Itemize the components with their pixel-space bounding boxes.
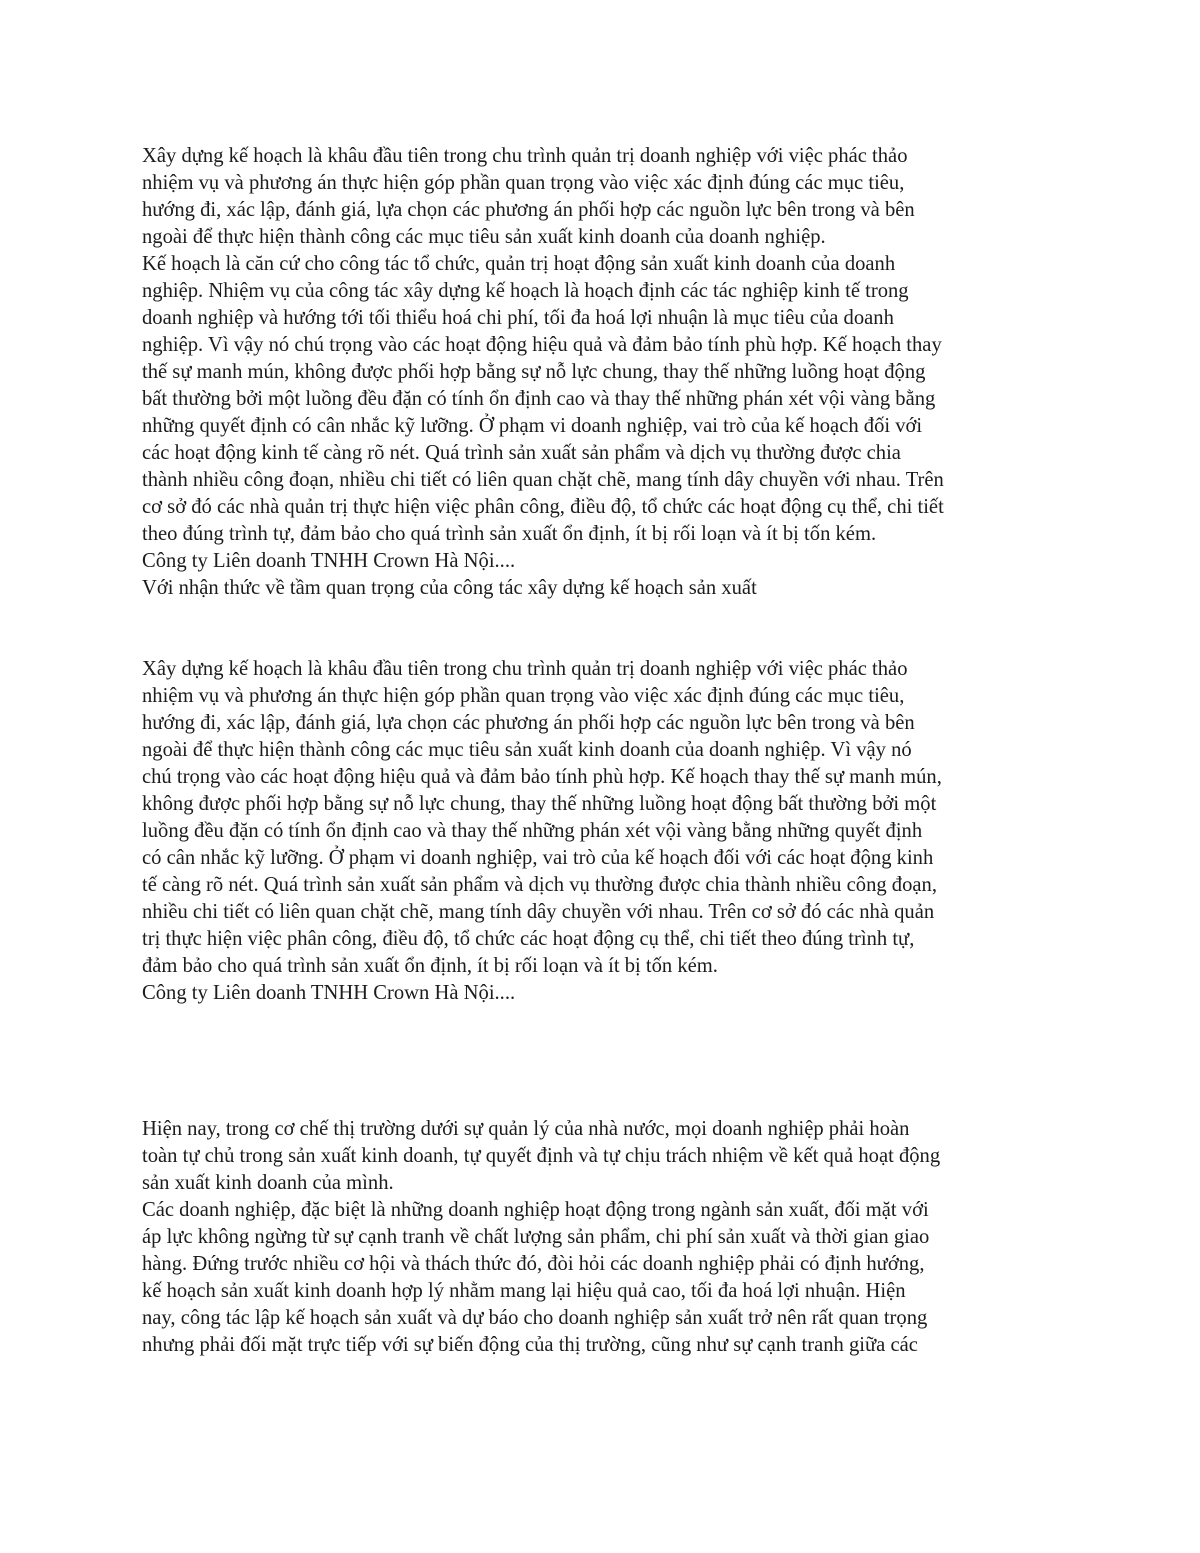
text-line: thế sự manh mún, không được phối hợp bằng sự nỗ lực chung, thay thế những luồng hoạt động bbox=[142, 361, 926, 383]
text-line: bất thường bởi một luồng đều đặn có tính ổn định cao và thay thế những phán xét vội vàng bằng bbox=[142, 388, 936, 410]
text-line: sản xuất kinh doanh của mình. bbox=[142, 1172, 394, 1194]
text-line: nghiệp. Nhiệm vụ của công tác xây dựng kế hoạch là hoạch định các tác nghiệp kinh tế trong bbox=[142, 280, 909, 302]
text-line: thành nhiều công đoạn, nhiều chi tiết có liên quan chặt chẽ, mang tính dây chuyền với nhau. Trên bbox=[142, 469, 944, 491]
text-line: ngoài để thực hiện thành công các mục tiêu sản xuất kinh doanh của doanh nghiệp. Vì vậy nó bbox=[142, 739, 912, 761]
text-line: Xây dựng kế hoạch là khâu đầu tiên trong chu trình quản trị doanh nghiệp với việc phác thảo bbox=[142, 145, 908, 167]
text-line: nhưng phải đối mặt trực tiếp với sự biến động của thị trường, cũng như sự cạnh tranh giữa các bbox=[142, 1334, 918, 1356]
text-line: luồng đều đặn có tính ổn định cao và thay thế những phán xét vội vàng bằng những quyết định bbox=[142, 820, 923, 842]
text-line: Công ty Liên doanh TNHH Crown Hà Nội.... bbox=[142, 550, 516, 572]
text-line: ngoài để thực hiện thành công các mục tiêu sản xuất kinh doanh của doanh nghiệp. bbox=[142, 226, 826, 248]
text-line: nay, công tác lập kế hoạch sản xuất và dự báo cho doanh nghiệp sản xuất trở nên rất quan trọng bbox=[142, 1307, 928, 1329]
text-line: Xây dựng kế hoạch là khâu đầu tiên trong chu trình quản trị doanh nghiệp với việc phác thảo bbox=[142, 658, 908, 680]
text-line: áp lực không ngừng từ sự cạnh tranh về chất lượng sản phẩm, chi phí sản xuất và thời gian giao bbox=[142, 1226, 930, 1248]
text-line: hướng đi, xác lập, đánh giá, lựa chọn các phương án phối hợp các nguồn lực bên trong và bên bbox=[142, 712, 915, 734]
text-line: toàn tự chủ trong sản xuất kinh doanh, tự quyết định và tự chịu trách nhiệm về kết quả hoạt động bbox=[142, 1145, 941, 1167]
text-line: theo đúng trình tự, đảm bảo cho quá trình sản xuất ổn định, ít bị rối loạn và ít bị tốn kém. bbox=[142, 523, 877, 545]
text-line: đảm bảo cho quá trình sản xuất ổn định, ít bị rối loạn và ít bị tốn kém. bbox=[142, 955, 718, 977]
text-line: cơ sở đó các nhà quản trị thực hiện việc phân công, điều độ, tổ chức các hoạt động cụ thể, chi tiết bbox=[142, 496, 944, 518]
text-section-2 bbox=[142, 656, 1067, 1007]
text-line: các hoạt động kinh tế càng rõ nét. Quá trình sản xuất sản phẩm và dịch vụ thường được chia bbox=[142, 442, 901, 464]
text-line: hàng. Đứng trước nhiều cơ hội và thách thức đó, đòi hỏi các doanh nghiệp phải có định hướng, bbox=[142, 1253, 925, 1275]
text-line: có cân nhắc kỹ lưỡng. Ở phạm vi doanh nghiệp, vai trò của kế hoạch đối với các hoạt động kinh bbox=[142, 847, 934, 869]
text-line: trị thực hiện việc phân công, điều độ, tổ chức các hoạt động cụ thể, chi tiết theo đúng trình tự, bbox=[142, 928, 915, 950]
text-line: không được phối hợp bằng sự nỗ lực chung, thay thế những luồng hoạt động bất thường bởi một bbox=[142, 793, 937, 815]
text-line: tế càng rõ nét. Quá trình sản xuất sản phẩm và dịch vụ thường được chia thành nhiều công đoạn, bbox=[142, 874, 937, 896]
text-line: nhiều chi tiết có liên quan chặt chẽ, mang tính dây chuyền với nhau. Trên cơ sở đó các nhà quản bbox=[142, 901, 935, 923]
text-line: chú trọng vào các hoạt động hiệu quả và đảm bảo tính phù hợp. Kế hoạch thay thế sự manh mún, bbox=[142, 766, 942, 788]
text-line: doanh nghiệp và hướng tới tối thiểu hoá chi phí, tối đa hoá lợi nhuận là mục tiêu của doanh bbox=[142, 307, 894, 329]
text-line: nghiệp. Vì vậy nó chú trọng vào các hoạt động hiệu quả và đảm bảo tính phù hợp. Kế hoạch thay bbox=[142, 334, 942, 356]
text-line: Các doanh nghiệp, đặc biệt là những doanh nghiệp hoạt động trong ngành sản xuất, đối mặt với bbox=[142, 1199, 929, 1221]
text-line: Công ty Liên doanh TNHH Crown Hà Nội.... bbox=[142, 982, 516, 1004]
text-line: hướng đi, xác lập, đánh giá, lựa chọn các phương án phối hợp các nguồn lực bên trong và bên bbox=[142, 199, 915, 221]
text-line: Với nhận thức về tầm quan trọng của công tác xây dựng kế hoạch sản xuất bbox=[142, 577, 757, 599]
text-line: những quyết định có cân nhắc kỹ lưỡng. Ở phạm vi doanh nghiệp, vai trò của kế hoạch đối với bbox=[142, 415, 923, 437]
text-section-3 bbox=[142, 1116, 1067, 1359]
text-line: Kế hoạch là căn cứ cho công tác tổ chức, quản trị hoạt động sản xuất kinh doanh của doanh bbox=[142, 253, 896, 275]
text-line: kế hoạch sản xuất kinh doanh hợp lý nhằm mang lại hiệu quả cao, tối đa hoá lợi nhuận. Hiện bbox=[142, 1280, 906, 1302]
text-line: Hiện nay, trong cơ chế thị trường dưới sự quản lý của nhà nước, mọi doanh nghiệp phải hoàn bbox=[142, 1118, 910, 1140]
text-line: nhiệm vụ và phương án thực hiện góp phần quan trọng vào việc xác định đúng các mục tiêu, bbox=[142, 685, 905, 707]
text-section-1 bbox=[142, 143, 1067, 602]
text-line: nhiệm vụ và phương án thực hiện góp phần quan trọng vào việc xác định đúng các mục tiêu, bbox=[142, 172, 905, 194]
